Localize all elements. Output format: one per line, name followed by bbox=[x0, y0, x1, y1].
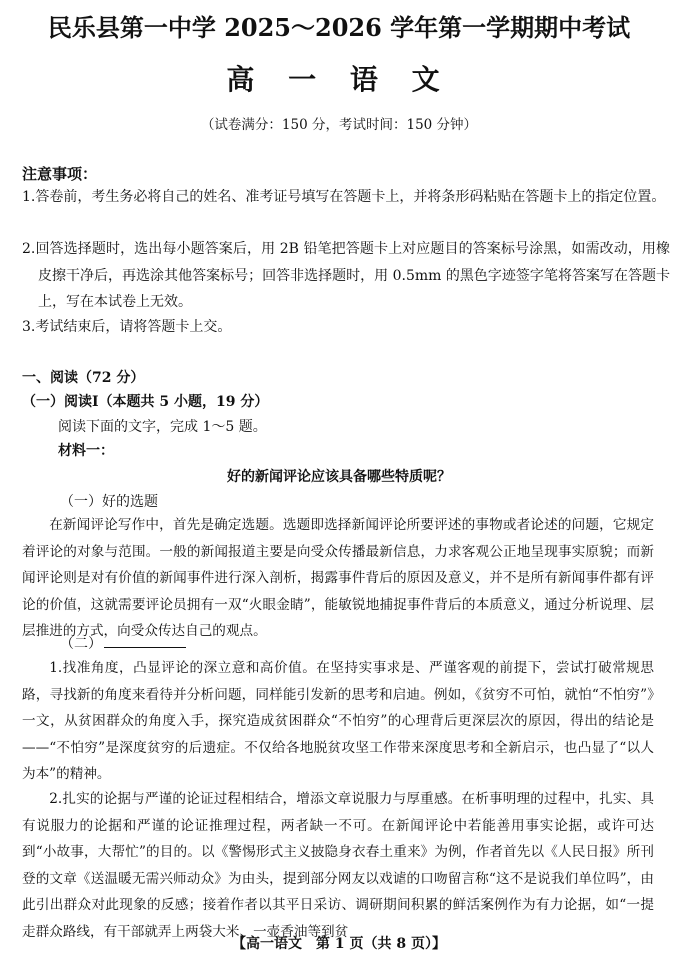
part-heading: 一、阅读（72 分） bbox=[22, 370, 145, 386]
material-label: 材料一： bbox=[58, 443, 114, 459]
notice-item-3: 3.考试结束后，请将答题卡上交。 bbox=[22, 319, 232, 335]
subject-title: 高 一 语 文 bbox=[226, 63, 452, 96]
reading-instruction: 阅读下面的文字，完成 1～5 题。 bbox=[58, 419, 267, 435]
notice-heading: 注意事项： bbox=[22, 165, 98, 183]
article-heading-two-label: （二） bbox=[60, 636, 102, 652]
school-exam-title: 民乐县第一中学 2025～2026 学年第一学期期中考试 bbox=[47, 13, 631, 42]
exam-info: （试卷满分：150 分，考试时间：150 分钟） bbox=[200, 117, 478, 133]
article-heading-one: （一）好的选题 bbox=[60, 494, 158, 510]
article-paragraph-1: 在新闻评论写作中，首先是确定选题。选题即选择新闻评论所要评述的事物或者论述的问题，它规定着评论的对象与范围。一般的新闻报道主要是向受众传播最新信息，力求客观公正地呈现事实原貌；而新闻评论则是对有价值的新闻事件进行深入剖析，揭露事件背后的原因及意义，并不是所有新闻事件都有评论的价值，这就需要评论员拥有一双“火眼金睛”，能敏锐地捕捉事件背后的本质意义，通过分析说理、层层推进的方式，向受众传达自己的观点。 bbox=[22, 517, 654, 639]
article-heading-two bbox=[60, 633, 186, 653]
page-footer: 【高一语文 第 1 页（共 8 页）】 bbox=[232, 936, 446, 952]
notice-item-2: 2.回答选择题时，选出每小题答案后，用 2B 铅笔把答题卡上对应题目的答案标号涂黑，如需改动，用橡皮擦干净后，再选涂其他答案标号；回答非选择题时，用 0.5mm 的黑色字迹签字笔将答案写在答题卡上，写在本试卷上无效。 bbox=[22, 241, 670, 310]
notice-item-1: 1.答卷前，考生务必将自己的姓名、准考证号填写在答题卡上，并将条形码粘贴在答题卡上的指定位置。 bbox=[22, 189, 666, 205]
sub-heading: （一）阅读Ⅰ（本题共 5 小题，19 分） bbox=[22, 394, 269, 410]
article-paragraph-2: 1.找准角度，凸显评论的深立意和高价值。在坚持实事求是、严谨客观的前提下，尝试打破常规思路，寻找新的角度来看待并分析问题，同样能引发新的思考和启迪。例如，《贫穷不可怕，就怕“不怕穷”》一文，从贫困群众的角度入手，探究造成贫困群众“不怕穷”的心理背后更深层次的原因，得出的结论是——“不怕穷”是深度贫穷的后遗症。不仅给各地脱贫攻坚工作带来深度思考和全新启示，也凸显了“以人为本”的精神。 bbox=[22, 660, 654, 782]
fill-in-blank bbox=[104, 635, 186, 648]
article-paragraph-3: 2.扎实的论据与严谨的论证过程相结合，增添文章说服力与厚重感。在析事明理的过程中，扎实、具有说服力的论据和严谨的论证推理过程，两者缺一不可。在新闻评论中若能善用事实论据，或许可达到“小故事，大帮忙”的目的。以《警惕形式主义披隐身衣春土重来》为例，作者首先以《人民日报》所刊登的文章《送温暖无需兴师动众》为由头，提到部分网友以戏谑的口吻留言称“这不是说我们单位吗”，由此引出群众对此现象的反感；接着作者以其平日采访、调研期间积累的鲜活案例作为有力论据，如“一提走群众路线，有干部就弄上两袋大米、一壶香油等到贫 bbox=[22, 791, 654, 940]
article-title: 好的新闻评论应该具备哪些特质呢？ bbox=[227, 469, 451, 485]
